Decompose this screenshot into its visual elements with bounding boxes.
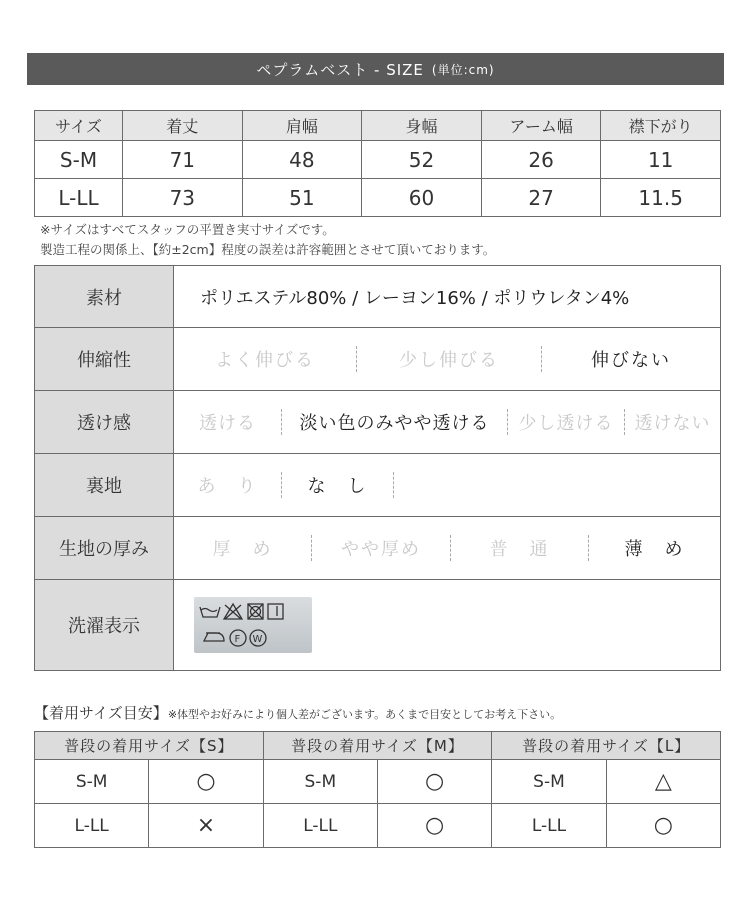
sheer-cell	[174, 391, 721, 454]
cell: L-LL	[35, 179, 123, 217]
sheer-option: 少し透ける	[508, 409, 625, 435]
lining-option-selected: な し	[282, 472, 394, 498]
stretch-option: 少し伸びる	[357, 346, 542, 372]
size-table-header	[35, 111, 721, 141]
header-arm: アーム幅	[481, 111, 601, 141]
care-label: 洗濯表示	[35, 580, 174, 671]
mark-cell: ○	[377, 804, 491, 848]
svg-text:F: F	[234, 634, 241, 645]
size-cell: S-M	[263, 760, 377, 804]
table-row	[35, 141, 721, 179]
cell: 73	[123, 179, 243, 217]
mark-cell: △	[606, 760, 720, 804]
page-title: ペプラムベスト - SIZE	[256, 60, 424, 79]
lining-row	[35, 454, 721, 517]
lining-option: あ り	[174, 472, 282, 498]
stretch-cell	[174, 328, 721, 391]
care-symbols-icon	[194, 597, 312, 653]
lining-empty	[394, 472, 720, 498]
size-cell: L-LL	[263, 804, 377, 848]
size-cell: S-M	[35, 760, 149, 804]
sheer-label: 透け感	[35, 391, 174, 454]
cell: 48	[242, 141, 362, 179]
sheer-option: 透ける	[174, 409, 282, 435]
thickness-option: 普 通	[451, 535, 589, 561]
thickness-label: 生地の厚み	[35, 517, 174, 580]
note-line: ※サイズはすべてスタッフの平置き実寸サイズです。	[40, 222, 335, 237]
lining-label: 裏地	[35, 454, 174, 517]
notes	[40, 220, 495, 260]
size-table	[34, 110, 721, 217]
wear-guide-header	[35, 732, 721, 760]
lining-cell	[174, 454, 721, 517]
sheer-row	[35, 391, 721, 454]
size-cell: S-M	[492, 760, 606, 804]
stretch-option: よく伸びる	[174, 346, 357, 372]
cell: 52	[362, 141, 482, 179]
material-label: 素材	[35, 266, 174, 328]
wear-guide-table	[34, 731, 721, 848]
title-bar	[27, 53, 724, 85]
table-row	[35, 804, 721, 848]
cell: 60	[362, 179, 482, 217]
care-cell	[174, 580, 721, 671]
cell: 11	[601, 141, 721, 179]
svg-text:W: W	[252, 634, 263, 645]
stretch-label: 伸縮性	[35, 328, 174, 391]
guide-note: ※体型やお好みにより個人差がございます。あくまで目安としてお考え下さい。	[167, 708, 562, 721]
header-size: サイズ	[35, 111, 123, 141]
note-line: 製造工程の関係上、【約±2cm】程度の誤差は許容範囲とさせて頂いております。	[40, 242, 496, 257]
mark-cell: ○	[149, 760, 263, 804]
table-row	[35, 760, 721, 804]
thickness-option-selected: 薄 め	[624, 539, 685, 560]
care-row	[35, 580, 721, 671]
thickness-option: 厚 め	[174, 535, 312, 561]
sheer-option: 透けない	[634, 413, 711, 434]
mark-cell: ×	[149, 804, 263, 848]
material-cell	[174, 266, 721, 328]
cell: 26	[481, 141, 601, 179]
size-cell: L-LL	[35, 804, 149, 848]
group-header-m: 普段の着用サイズ【M】	[263, 732, 492, 760]
size-cell: L-LL	[492, 804, 606, 848]
stretch-row	[35, 328, 721, 391]
group-header-s: 普段の着用サイズ【S】	[35, 732, 264, 760]
cell: 51	[242, 179, 362, 217]
guide-title	[34, 702, 561, 723]
sheer-option-selected: 淡い色のみやや透ける	[282, 409, 508, 435]
material-value: ポリエステル80% / レーヨン16% / ポリウレタン4%	[200, 287, 630, 309]
thickness-option: やや厚め	[312, 535, 451, 561]
unit-label: (単位:cm)	[431, 62, 495, 77]
cell: S-M	[35, 141, 123, 179]
mark-cell: ○	[606, 804, 720, 848]
header-length: 着丈	[123, 111, 243, 141]
material-row	[35, 266, 721, 328]
cell: 11.5	[601, 179, 721, 217]
cell: 71	[123, 141, 243, 179]
group-header-l: 普段の着用サイズ【L】	[492, 732, 721, 760]
cell: 27	[481, 179, 601, 217]
table-row	[35, 179, 721, 217]
header-chest: 身幅	[362, 111, 482, 141]
thickness-row	[35, 517, 721, 580]
thickness-cell	[174, 517, 721, 580]
guide-heading: 【着用サイズ目安】	[34, 704, 168, 722]
attribute-table	[34, 265, 721, 671]
mark-cell: ○	[377, 760, 491, 804]
stretch-option-selected: 伸びない	[591, 350, 671, 371]
header-shoulder: 肩幅	[242, 111, 362, 141]
header-neck-drop: 襟下がり	[601, 111, 721, 141]
care-label-image	[194, 597, 312, 653]
